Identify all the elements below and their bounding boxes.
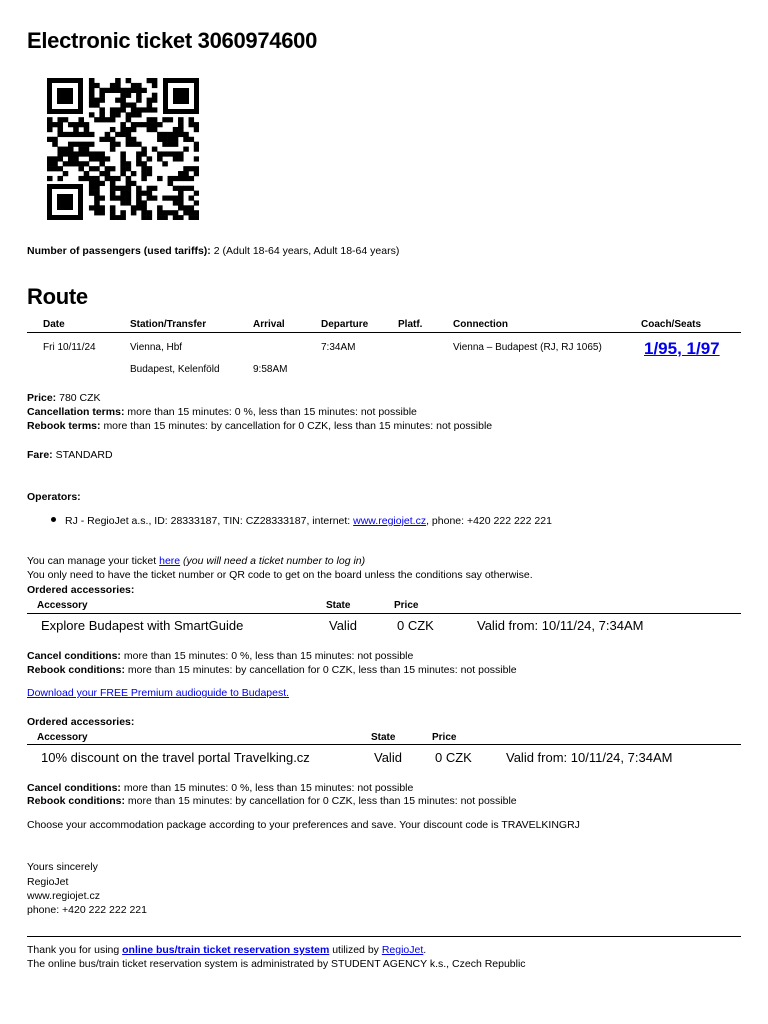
acc2-col-state: State [371, 732, 396, 743]
manage-prefix: You can manage your ticket [27, 555, 160, 567]
route-connection: Vienna – Budapest (RJ, RJ 1065) [453, 342, 602, 353]
rebook-value: more than 15 minutes: by cancellation for 0 CZK, less than 15 minutes: not possible [103, 420, 493, 432]
route-heading: Route [27, 284, 88, 309]
cancellation-line [27, 406, 417, 418]
acc2-valid: Valid from: 10/11/24, 7:34AM [506, 750, 673, 765]
fare-line [27, 449, 113, 461]
col-connection: Connection [453, 319, 508, 330]
footer-prefix: Thank you for using [27, 944, 123, 956]
footer-rule [27, 936, 741, 937]
bullet-icon [51, 517, 56, 522]
footer-middle: utilized by [329, 944, 382, 956]
col-date: Date [43, 319, 65, 330]
qr-code-icon [47, 78, 199, 220]
signature-phone: phone: +420 222 222 221 [27, 904, 147, 916]
reservation-system-link[interactable]: online bus/train ticket reservation system [122, 944, 330, 956]
acc1-rebook-label: Rebook conditions: [27, 664, 125, 676]
manage-note: (you will need a ticket number to log in) [180, 555, 366, 567]
manage-info: You only need to have the ticket number or QR code to get on the board unless the conditions say otherwise. [27, 569, 533, 581]
acc1-cancel-label: Cancel conditions: [27, 650, 121, 662]
col-departure: Departure [321, 319, 369, 330]
manage-ticket-link[interactable]: here [159, 555, 181, 567]
price-label: Price: [27, 392, 57, 404]
acc1-cancel-value: more than 15 minutes: 0 %, less than 15 minutes: not possible [123, 650, 414, 662]
manage-line [27, 555, 365, 567]
acc1-price: 0 CZK [397, 618, 434, 633]
price-line [27, 392, 101, 404]
passenger-count [27, 245, 399, 257]
acc1-name: Explore Budapest with SmartGuide [41, 618, 244, 633]
passengers-label: Number of passengers (used tariffs): [27, 245, 211, 257]
accessories2-label: Ordered accessories: [27, 716, 135, 728]
route-station-to: Budapest, Kelenföld [130, 364, 220, 375]
fare-value: STANDARD [55, 449, 113, 461]
acc1-rule [27, 613, 741, 614]
acc2-price: 0 CZK [435, 750, 472, 765]
acc2-rebook-label: Rebook conditions: [27, 795, 125, 807]
price-value: 780 CZK [59, 392, 101, 404]
signature-greeting: Yours sincerely [27, 861, 98, 873]
acc2-col-accessory: Accessory [37, 732, 88, 743]
rebook-line [27, 420, 492, 432]
coach-seats-link[interactable]: 1/95, 1/97 [644, 339, 720, 358]
acc1-col-price: Price [394, 600, 419, 611]
signature-company: RegioJet [27, 876, 69, 888]
regiojet-link[interactable]: RegioJet [381, 944, 424, 956]
acc2-cancel-line [27, 782, 413, 794]
acc1-cancel-line [27, 650, 413, 662]
acc2-cancel-label: Cancel conditions: [27, 782, 121, 794]
acc2-state: Valid [374, 750, 402, 765]
accessories1-label: Ordered accessories: [27, 584, 135, 596]
cancellation-label: Cancellation terms: [27, 406, 125, 418]
acc1-state: Valid [329, 618, 357, 633]
acc1-col-accessory: Accessory [37, 600, 88, 611]
operator-text: RJ - RegioJet a.s., ID: 28333187, TIN: CZ28333187, internet: [65, 515, 354, 527]
acc1-col-state: State [326, 600, 351, 611]
footer-admin: The online bus/train ticket reservation system is administrated by STUDENT AGENCY k.s., Czech Republic [27, 958, 526, 970]
operators-label: Operators: [27, 491, 81, 503]
acc1-valid: Valid from: 10/11/24, 7:34AM [477, 618, 644, 633]
acc1-rebook-line [27, 664, 517, 676]
route-station-from: Vienna, Hbf [130, 342, 183, 353]
col-seats: Coach/Seats [641, 319, 702, 330]
fare-label: Fare: [27, 449, 53, 461]
rebook-label: Rebook terms: [27, 420, 101, 432]
signature-website: www.regiojet.cz [27, 890, 100, 902]
footer-end: . [423, 944, 427, 956]
route-departure: 7:34AM [321, 342, 356, 353]
col-station: Station/Transfer [130, 319, 207, 330]
passengers-value: 2 (Adult 18-64 years, Adult 18-64 years) [213, 245, 400, 257]
acc2-cancel-value: more than 15 minutes: 0 %, less than 15 minutes: not possible [123, 782, 414, 794]
accommodation-package-text: Choose your accommodation package according to your preferences and save. Your discount code is TRAVELKINGRJ [27, 819, 580, 831]
acc2-rebook-value: more than 15 minutes: by cancellation for 0 CZK, less than 15 minutes: not possible [127, 795, 517, 807]
cancellation-value: more than 15 minutes: 0 %, less than 15 minutes: not possible [127, 406, 417, 418]
page-title: Electronic ticket 3060974600 [27, 28, 318, 53]
operator-item [65, 515, 552, 527]
acc2-name: 10% discount on the travel portal Travelking.cz [41, 750, 310, 765]
acc2-rebook-line [27, 795, 517, 807]
acc2-col-price: Price [432, 732, 457, 743]
route-arrival: 9:58AM [253, 364, 288, 375]
footer-thanks [27, 944, 426, 956]
acc2-rule [27, 744, 741, 745]
operator-phone: , phone: +420 222 222 221 [426, 515, 552, 527]
acc1-rebook-value: more than 15 minutes: by cancellation for 0 CZK, less than 15 minutes: not possible [127, 664, 517, 676]
col-platform: Platf. [398, 319, 423, 330]
route-date: Fri 10/11/24 [43, 342, 96, 353]
audioguide-download-link[interactable]: Download your FREE Premium audioguide to Budapest. [27, 687, 290, 699]
operator-website-link[interactable]: www.regiojet.cz [353, 515, 427, 527]
col-arrival: Arrival [253, 319, 285, 330]
route-header-rule [27, 332, 741, 333]
